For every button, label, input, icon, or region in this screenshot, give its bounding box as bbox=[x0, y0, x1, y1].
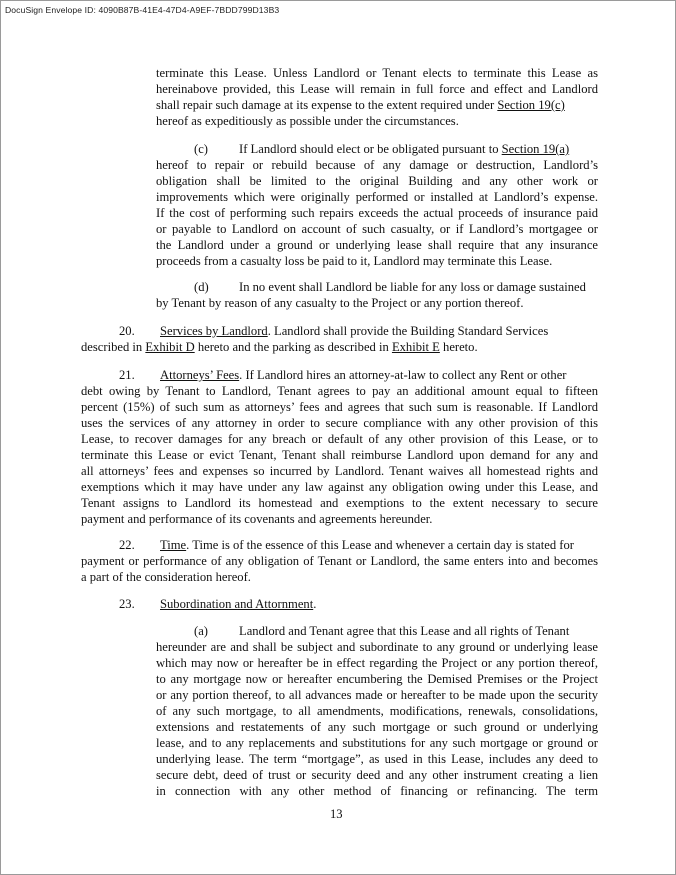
section-21-line-2: debt owing by Tenant to Landlord, Tenant agrees to pay an additional amount equal to fifteen bbox=[81, 384, 598, 398]
section-20-line-2 bbox=[81, 339, 478, 355]
exhibit-d-reference: Exhibit D bbox=[145, 340, 195, 354]
section-21-line-8: exemptions which it may have under any law against any obligation owing under this Lease, and bbox=[81, 480, 598, 494]
section-23-number: 23. bbox=[119, 597, 135, 611]
section-20-first-text: . Landlord shall provide the Building Standard Services bbox=[267, 324, 549, 338]
section-23-heading: Subordination and Attornment bbox=[160, 597, 314, 611]
section-21-line-7: all attorneys’ fees and expenses so incurred by Landlord. Tenant waives all homestead rights and bbox=[81, 464, 598, 478]
p19d-line-2: by Tenant by reason of any casualty to the Project or any portion thereof. bbox=[156, 296, 524, 310]
p19c-label: (c) bbox=[194, 142, 208, 156]
p19d-label: (d) bbox=[194, 280, 209, 294]
section-23-heading-line bbox=[160, 596, 316, 612]
section-20-text-a: described in bbox=[81, 340, 143, 354]
section-21-line-9: Tenant assigns to Landlord its homestead and exemptions to the extent necessary to secure bbox=[81, 496, 598, 510]
p23a-label: (a) bbox=[194, 624, 208, 638]
section-21-heading: Attorneys’ Fees bbox=[160, 368, 240, 382]
p19b-line-3 bbox=[156, 97, 565, 113]
p23a-line-3: which may now or hereafter be in effect regarding the Project or any portion thereof, bbox=[156, 656, 598, 670]
p19b-line-1: terminate this Lease. Unless Landlord or Tenant elects to terminate this Lease as bbox=[156, 66, 598, 80]
section-21-line-10: payment and performance of its covenants and agreements hereunder. bbox=[81, 512, 433, 526]
p19c-line-6: or payable to Landlord on account of such casualty, or if Landlord’s mortgagee or bbox=[156, 222, 598, 236]
p19c-line-3: obligation shall be limited to the original Building and any other work or bbox=[156, 174, 598, 188]
section-22-first-text: . Time is of the essence of this Lease and whenever a certain day is stated for bbox=[186, 538, 574, 552]
p23a-line-4: to any mortgage now or hereafter encumbering the Demised Premises or the Project bbox=[156, 672, 598, 686]
p19b-line-4: hereof as expeditiously as possible under the circumstances. bbox=[156, 114, 459, 128]
p23a-line-11: in connection with any other method of financing or refinancing. The term bbox=[156, 784, 598, 798]
section-21-first-line bbox=[160, 367, 567, 383]
p19c-line-8: proceeds from a casualty loss be paid to it, Landlord may terminate this Lease. bbox=[156, 254, 553, 268]
p23a-line-9: underlying lease. The term “mortgage”, as used in this Lease, includes any deed to bbox=[156, 752, 598, 766]
p19c-line-5: If the cost of performing such repairs exceeds the actual proceeds of insurance paid bbox=[156, 206, 598, 220]
section-22-number: 22. bbox=[119, 538, 135, 552]
section-22-line-2: payment or performance of any obligation of Tenant or Landlord, the same enters into and becomes bbox=[81, 554, 598, 568]
p19b-line-2: hereinabove provided, this Lease will remain in full force and effect and Landlord bbox=[156, 82, 598, 96]
p19c-first-text: If Landlord should elect or be obligated pursuant to bbox=[239, 142, 499, 156]
section-23-heading-end: . bbox=[313, 597, 317, 611]
section-21-first-text: . If Landlord hires an attorney-at-law to collect any Rent or other bbox=[239, 368, 567, 382]
p19b-line-3-text: shall repair such damage at its expense to the extent required under bbox=[156, 98, 495, 112]
p23a-line-7: extensions and restatements of any such mortgage or such ground or underlying bbox=[156, 720, 598, 734]
section-22-first-line bbox=[160, 537, 574, 553]
p23a-line-10: secure debt, deed of trust or security deed and any other instrument creating a lien bbox=[156, 768, 598, 782]
exhibit-e-reference: Exhibit E bbox=[391, 340, 440, 354]
page-number: 13 bbox=[330, 807, 343, 821]
section-21-line-6: terminate this Lease or evict Tenant, Tenant shall reimburse Landlord upon demand for any and bbox=[81, 448, 598, 462]
p23a-line-2: hereunder are and shall be subject and subordinate to any ground or underlying lease bbox=[156, 640, 598, 654]
section-22-heading: Time bbox=[160, 538, 187, 552]
p23a-first-line: Landlord and Tenant agree that this Lease and all rights of Tenant bbox=[239, 624, 570, 638]
section-20-text-c: hereto. bbox=[443, 340, 478, 354]
section-19c-reference: Section 19(c) bbox=[497, 98, 565, 112]
p19c-line-2: hereof to repair or rebuild because of any damage or destruction, Landlord’s bbox=[156, 158, 598, 172]
section-20-text-b: hereto and the parking as described in bbox=[197, 340, 389, 354]
docusign-envelope-id: DocuSign Envelope ID: 4090B87B-41E4-47D4-A9EF-7BDD799D13B3 bbox=[5, 5, 280, 15]
section-22-line-3: a part of the consideration hereof. bbox=[81, 570, 251, 584]
section-21-line-3: percent (15%) of such sum as attorneys’ fees and agrees that such sum is reasonable. If Landlord bbox=[81, 400, 598, 414]
section-20-number: 20. bbox=[119, 324, 135, 338]
p19c-line-7: the Landlord under a ground or underlying lease shall require that any insurance bbox=[156, 238, 598, 252]
p19d-first-line: In no event shall Landlord be liable for any loss or damage sustained bbox=[239, 280, 586, 294]
section-20-first-line bbox=[160, 323, 548, 339]
section-20-heading: Services by Landlord bbox=[160, 324, 268, 338]
p19c-first-line bbox=[239, 141, 569, 157]
section-21-line-4: uses the services of any attorney in order to secure compliance with any other provision of this bbox=[81, 416, 598, 430]
section-19a-reference: Section 19(a) bbox=[501, 142, 570, 156]
p23a-line-5: or any portion thereof, to all advances made or hereafter to be made upon the security bbox=[156, 688, 598, 702]
p23a-line-6: of any such mortgage, to all amendments, modifications, renewals, consolidations, bbox=[156, 704, 598, 718]
section-21-number: 21. bbox=[119, 368, 135, 382]
section-21-line-5: Lease, to recover damages for any breach or default of any other provision of this Lease, or to bbox=[81, 432, 598, 446]
p19c-line-4: improvements which were originally performed or installed at Landlord’s expense. bbox=[156, 190, 598, 204]
p23a-line-8: lease, and to any replacements and substitutions for any such mortgage or ground or bbox=[156, 736, 598, 750]
